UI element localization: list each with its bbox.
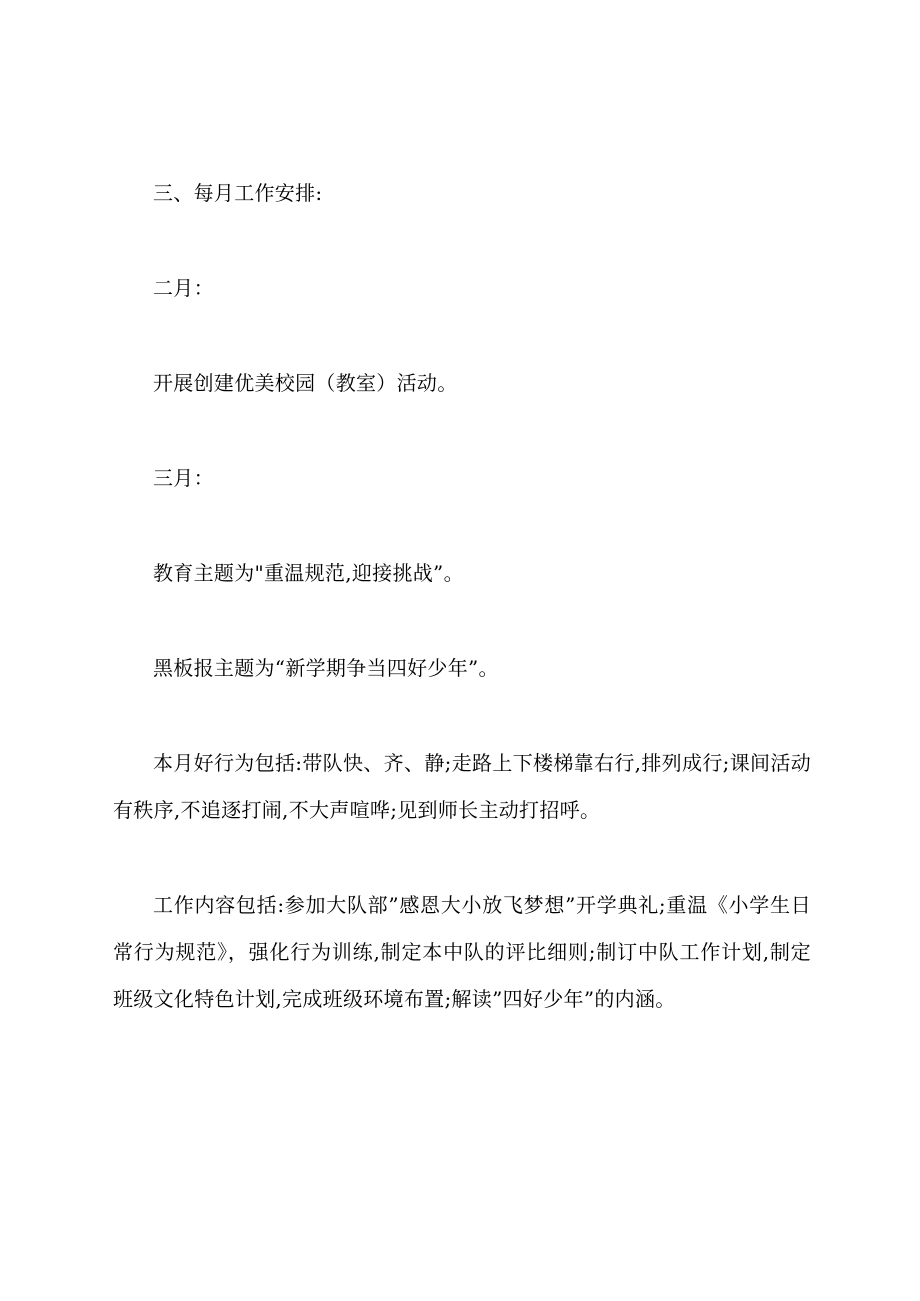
document-body — [113, 170, 811, 1071]
march-work-content: 工作内容包括:参加大队部”感恩大小放飞梦想”开学典礼;重温《小学生日常行为规范》，强化行为训练,制定本中队的评比细则;制订中队工作计划,制定班级文化特色计划,完成班级环境布置;解读”四好少年”的内涵。 — [113, 893, 811, 1011]
month-label-march: 三月： — [153, 466, 214, 490]
march-blackboard-theme: 黑板报主题为“新学期争当四好少年”。 — [153, 656, 499, 680]
march-good-behavior: 本月好行为包括:带队快、齐、静;走路上下楼梯靠右行,排列成行;课间活动有秩序,不追逐打闹,不大声喧哗;见到师长主动打招呼。 — [113, 751, 811, 822]
month-label-february: 二月： — [153, 276, 214, 300]
march-education-theme: 教育主题为"重温规范,迎接挑战”。 — [153, 561, 464, 585]
section-heading: 三、每月工作安排: — [153, 181, 323, 205]
february-activity: 开展创建优美校园（教室）活动。 — [153, 371, 458, 395]
